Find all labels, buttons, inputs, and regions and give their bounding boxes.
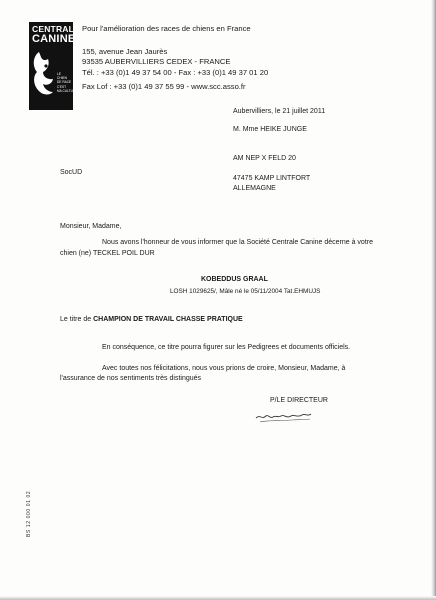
closing-line-2: l'assurance de nos sentiments très distingués [60,375,202,382]
logo-line-2: CANINE [32,33,76,45]
header-tagline: Pour l'amélioration des races de chiens en France [82,24,251,33]
page-edge-bottom [0,596,436,600]
logo-line-1: CENTRALE [32,24,80,34]
recipient-country: ALLEMAGNE [233,185,276,192]
letter-date: Aubervilliers, le 21 juillet 2011 [233,108,326,115]
logo-tagline: LE CHIEN DE RACE C'EST MA CULTURE [57,72,78,93]
dog-details: LOSH 1029625/, Mâle né le 05/11/2004 Tat.EHMUJS [170,288,321,295]
intro-prefix: chien (ne) [60,250,92,257]
recipient-city: 47475 KAMP LINTFORT [233,175,311,182]
signature-scribble [254,404,314,426]
reference-code: SocUD [60,169,83,176]
closing-line-1: Avec toutes nos félicitations, nous vous prions de croire, Monsieur, Madame, à [102,365,346,372]
title-prefix: Le titre de [60,316,92,323]
award-title: CHAMPION DE TRAVAIL CHASSE PRATIQUE [93,316,243,323]
dog-name: KOBEDDUS GRAAL [201,276,268,283]
header-phone: Tél. : +33 (0)1 49 37 54 00 - Fax : +33 (0)1 49 37 01 20 [82,68,269,77]
intro-line-1: Nous avons l'honneur de vous informer que la Société Centrale Canine décerne à votre [102,239,373,246]
page-edge-right [431,0,436,600]
consequence-line: En conséquence, ce titre pourra figurer sur les Pedigrees et documents officiels. [102,344,351,351]
header-address-2: 93535 AUBERVILLIERS CEDEX - FRANCE [82,57,231,66]
dog-head-icon [31,48,57,106]
recipient-name: M. Mme HEIKE JUNGE [233,126,307,133]
intro-line-2 [60,250,155,257]
title-line [60,316,243,323]
scc-logo [29,22,80,110]
margin-code: BS 12 000 01 02 [26,490,32,537]
header-address-1: 155, avenue Jean Jaurès [82,47,168,56]
salutation: Monsieur, Madame, [60,223,122,230]
signatory-title: P/LE DIRECTEUR [270,397,328,404]
breed-name: TECKEL POIL DUR [92,250,155,257]
header-fax-lof: Fax Lof : +33 (0)1 49 37 55 99 - www.scc.asso.fr [82,82,246,91]
recipient-street: AM NEP X FELD 20 [233,155,296,162]
